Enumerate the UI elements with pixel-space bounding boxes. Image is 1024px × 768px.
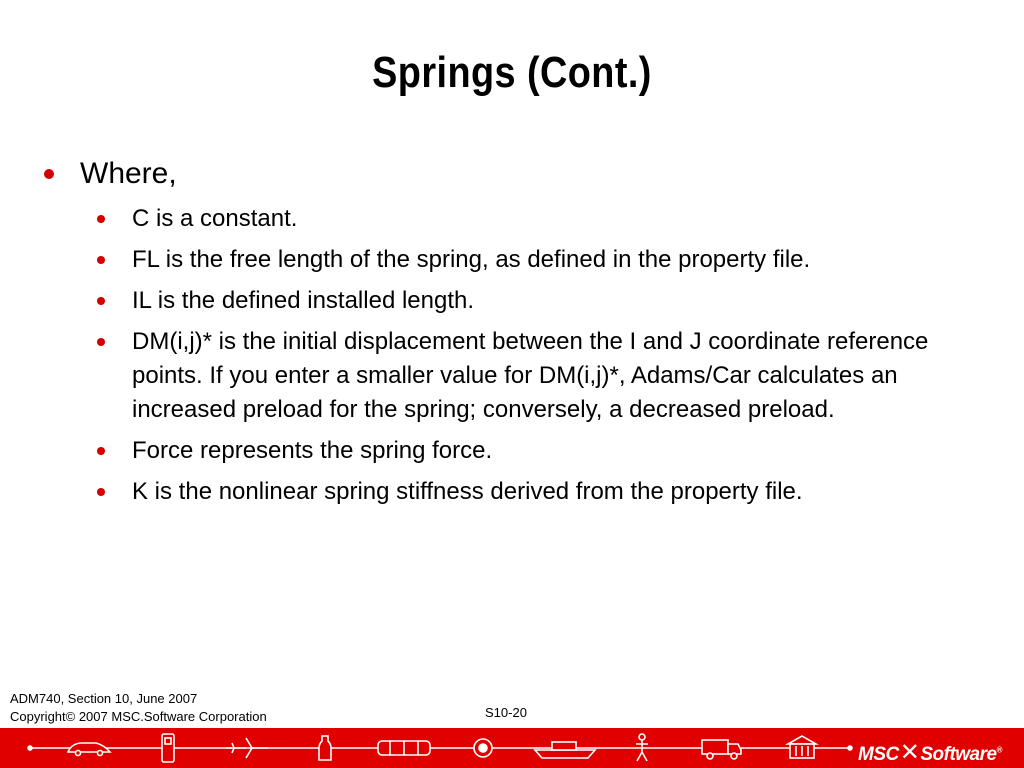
sub-bullet-list [132, 202, 982, 516]
list-item-text: FL is the free length of the spring, as defined in the property file. [132, 246, 811, 273]
bullet-dot-icon [97, 297, 105, 305]
list-item [132, 434, 982, 468]
airplane-icon [226, 738, 268, 758]
footer-copyright: Copyright© 2007 MSC.Software Corporation [10, 709, 267, 724]
list-item-text: K is the nonlinear spring stiffness derived from the property file. [132, 478, 803, 505]
bullet-dot-icon [97, 488, 105, 496]
bullet-dot-icon [97, 338, 105, 346]
phone-icon [162, 734, 174, 762]
industry-icons-strip [0, 728, 870, 768]
list-item-text: IL is the defined installed length. [132, 287, 475, 314]
bullet-dot-icon [97, 215, 105, 223]
car-icon [68, 743, 110, 756]
building-icon [788, 736, 816, 758]
footer-info [10, 690, 267, 726]
gear-icon [474, 739, 492, 757]
logo-text-software: Software [920, 744, 997, 765]
list-item [132, 202, 982, 236]
footer-course: ADM740, Section 10, June 2007 [10, 691, 198, 706]
page-number: S10-20 [485, 705, 527, 720]
bullet-dot-icon [44, 169, 54, 179]
list-item [132, 325, 982, 427]
list-item-text: Force represents the spring force. [132, 437, 493, 464]
ship-icon [535, 742, 595, 758]
list-item-text: DM(i,j)* is the initial displacement between the I and J coordinate reference points. If you enter a smaller value for DM(i,j)*, Adams/Car calculates an increased preload for the spring; conversely, a decreased preload. [132, 328, 929, 423]
logo-x-icon: ✕ [899, 739, 920, 766]
logo-text-msc: MSC [858, 744, 899, 765]
bottle-icon [319, 736, 331, 760]
msc-software-logo [858, 738, 1002, 767]
brand-bar [0, 728, 1024, 768]
list-item-text: C is a constant. [132, 205, 298, 232]
list-item [132, 475, 982, 509]
bullet-dot-icon [97, 447, 105, 455]
bullet-dot-icon [97, 256, 105, 264]
truck-icon [702, 740, 741, 759]
slide-title: Springs (Cont.) [372, 48, 652, 97]
trademark-icon: ® [996, 745, 1002, 755]
list-item [132, 284, 982, 318]
list-item [132, 243, 982, 277]
train-icon [378, 741, 430, 755]
main-bullet: Where, [80, 157, 177, 190]
